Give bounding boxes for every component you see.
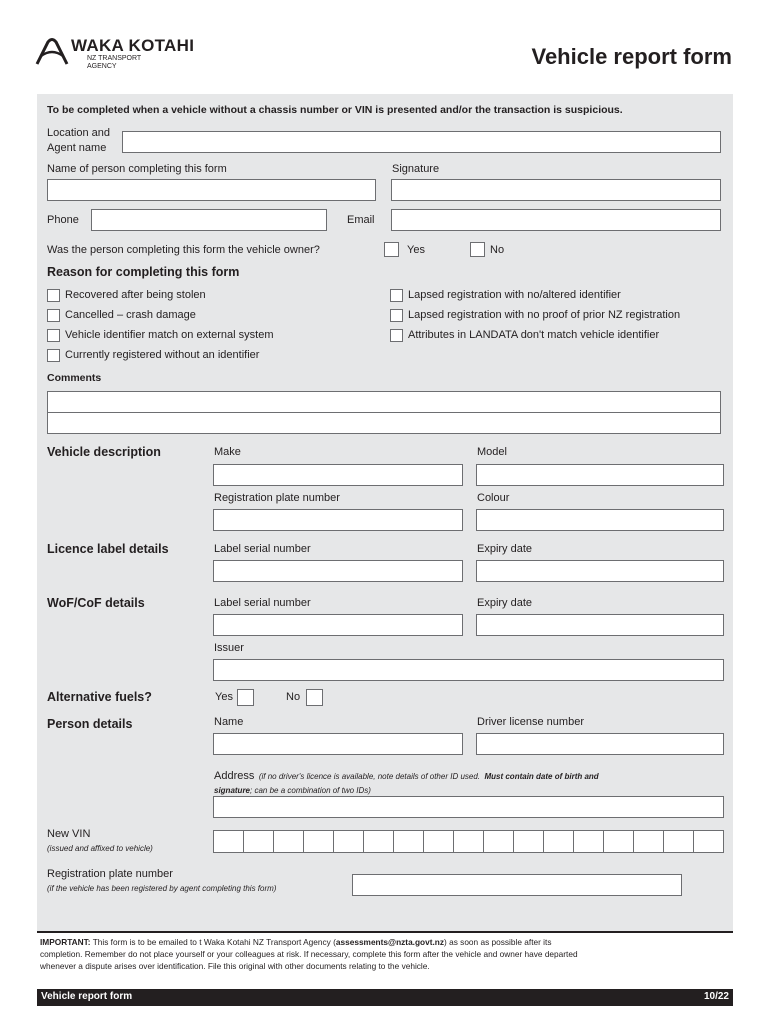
address-note-d: ; can be a combination of two IDs) bbox=[250, 786, 371, 795]
vin-cell[interactable] bbox=[334, 831, 364, 852]
licence-serial-input[interactable] bbox=[213, 560, 463, 582]
vehicle-heading: Vehicle description bbox=[47, 445, 161, 459]
address-label: Address bbox=[214, 770, 255, 782]
fuels-yes-checkbox[interactable] bbox=[237, 689, 254, 706]
vin-cell[interactable] bbox=[694, 831, 723, 852]
reason-stolen-checkbox[interactable] bbox=[47, 289, 60, 302]
reason-lapsed-altered-checkbox[interactable] bbox=[390, 289, 403, 302]
reason-crash-label: Cancelled – crash damage bbox=[65, 309, 196, 321]
page-title: Vehicle report form bbox=[531, 44, 732, 69]
owner-yes-checkbox[interactable] bbox=[384, 242, 399, 257]
licence-expiry-input[interactable] bbox=[476, 560, 724, 582]
address-note-c: signature bbox=[214, 786, 251, 795]
phone-input[interactable] bbox=[91, 209, 327, 231]
vin-cell[interactable] bbox=[424, 831, 454, 852]
licence-expiry-label: Expiry date bbox=[477, 543, 533, 555]
wof-serial-label: Label serial number bbox=[214, 597, 311, 609]
footer-date: 10/22 bbox=[703, 991, 729, 1002]
rego-bottom-label: Registration plate number bbox=[47, 868, 173, 880]
important-notice bbox=[37, 931, 733, 989]
location-label-1: Location and bbox=[47, 127, 110, 139]
vin-cell[interactable] bbox=[544, 831, 574, 852]
vin-cell[interactable] bbox=[514, 831, 544, 852]
important-line-1 bbox=[40, 936, 730, 948]
vin-cell[interactable] bbox=[394, 831, 424, 852]
model-label: Model bbox=[477, 446, 507, 458]
reason-external-checkbox[interactable] bbox=[47, 329, 60, 342]
make-label: Make bbox=[214, 446, 241, 458]
reason-landata-checkbox[interactable] bbox=[390, 329, 403, 342]
vin-cell[interactable] bbox=[214, 831, 244, 852]
wof-expiry-input[interactable] bbox=[476, 614, 724, 636]
colour-label: Colour bbox=[477, 492, 510, 504]
phone-label: Phone bbox=[47, 214, 79, 226]
reason-crash-checkbox[interactable] bbox=[47, 309, 60, 322]
reason-lapsed-proof-checkbox[interactable] bbox=[390, 309, 403, 322]
owner-yes-label: Yes bbox=[407, 244, 425, 256]
important-text-2: ) as soon as possible after its bbox=[444, 937, 552, 947]
vin-cell[interactable] bbox=[304, 831, 334, 852]
licence-serial-label: Label serial number bbox=[214, 543, 311, 555]
email-input[interactable] bbox=[391, 209, 721, 231]
vin-cell[interactable] bbox=[634, 831, 664, 852]
signature-input[interactable] bbox=[391, 179, 721, 201]
new-vin-input[interactable] bbox=[213, 830, 724, 853]
vin-cell[interactable] bbox=[484, 831, 514, 852]
model-input[interactable] bbox=[476, 464, 724, 486]
driver-licence-input[interactable] bbox=[476, 733, 724, 755]
fuels-no-label: No bbox=[286, 691, 301, 703]
reason-lapsed-proof-label: Lapsed registration with no proof of prior NZ registration bbox=[408, 309, 681, 321]
vin-cell[interactable] bbox=[244, 831, 274, 852]
important-line-2: completion. Remember do not place yourself or your colleagues at risk. If necessary, complete this form after the vehicle and owner have departed bbox=[40, 949, 578, 959]
reason-external-label: Vehicle identifier match on external system bbox=[65, 329, 274, 341]
fuels-heading: Alternative fuels? bbox=[47, 690, 152, 704]
vin-cell[interactable] bbox=[364, 831, 394, 852]
address-input[interactable] bbox=[213, 796, 724, 818]
address-note-a: (if no driver's licence is available, note details of other ID used. bbox=[258, 772, 481, 781]
vin-cell[interactable] bbox=[454, 831, 484, 852]
new-vin-note: (issued and affixed to vehicle) bbox=[47, 844, 153, 853]
reason-stolen-label: Recovered after being stolen bbox=[65, 289, 206, 301]
important-email: assessments@nzta.govt.nz bbox=[335, 937, 445, 947]
vin-cell[interactable] bbox=[604, 831, 634, 852]
logo-sub-1: NZ TRANSPORT bbox=[87, 55, 142, 62]
person-name-input[interactable] bbox=[213, 733, 463, 755]
important-text-1: This form is to be emailed to t Waka Kotahi NZ Transport Agency ( bbox=[92, 937, 336, 947]
name-completing-label: Name of person completing this form bbox=[47, 163, 227, 175]
wof-heading: WoF/CoF details bbox=[47, 596, 145, 610]
rego-bottom-note: (if the vehicle has been registered by agent completing this form) bbox=[47, 884, 277, 893]
footer-bar bbox=[37, 989, 733, 1006]
make-input[interactable] bbox=[213, 464, 463, 486]
owner-no-label: No bbox=[490, 244, 505, 256]
owner-question: Was the person completing this form the vehicle owner? bbox=[47, 244, 320, 256]
comments-input[interactable] bbox=[47, 391, 721, 434]
wof-serial-input[interactable] bbox=[213, 614, 463, 636]
comments-heading: Comments bbox=[47, 372, 102, 384]
rego-input[interactable] bbox=[213, 509, 463, 531]
waka-kotahi-logo-icon bbox=[35, 38, 69, 68]
reason-no-identifier-checkbox[interactable] bbox=[47, 349, 60, 362]
rego-bottom-input[interactable] bbox=[352, 874, 682, 896]
fuels-yes-label: Yes bbox=[215, 691, 233, 703]
location-label-2: Agent name bbox=[47, 142, 107, 154]
email-label: Email bbox=[347, 214, 375, 226]
location-input[interactable] bbox=[122, 131, 721, 153]
footer-title: Vehicle report form bbox=[41, 991, 133, 1002]
fuels-no-checkbox[interactable] bbox=[306, 689, 323, 706]
address-note-b: Must contain date of birth and bbox=[484, 772, 599, 781]
comments-divider bbox=[48, 412, 720, 413]
issuer-label: Issuer bbox=[214, 642, 244, 654]
wof-expiry-label: Expiry date bbox=[477, 597, 533, 609]
intro-text: To be completed when a vehicle without a chassis number or VIN is presented and/or the transaction is suspicious. bbox=[47, 104, 623, 116]
driver-licence-label: Driver license number bbox=[477, 716, 584, 728]
reason-lapsed-altered-label: Lapsed registration with no/altered identifier bbox=[408, 289, 621, 301]
colour-input[interactable] bbox=[476, 509, 724, 531]
important-line-3: whenever a dispute arises over identification. File this original with other documents relating to the vehicle. bbox=[40, 961, 430, 971]
new-vin-label: New VIN bbox=[47, 828, 91, 840]
logo bbox=[35, 36, 205, 76]
vin-cell[interactable] bbox=[664, 831, 694, 852]
person-heading: Person details bbox=[47, 717, 133, 731]
owner-no-checkbox[interactable] bbox=[470, 242, 485, 257]
reason-heading: Reason for completing this form bbox=[47, 265, 240, 279]
name-completing-input[interactable] bbox=[47, 179, 376, 201]
rego-label: Registration plate number bbox=[214, 492, 340, 504]
licence-heading: Licence label details bbox=[47, 542, 169, 556]
important-label: IMPORTANT: bbox=[40, 937, 91, 947]
person-name-label: Name bbox=[214, 716, 244, 728]
issuer-input[interactable] bbox=[213, 659, 724, 681]
reason-landata-label: Attributes in LANDATA don't match vehicle identifier bbox=[408, 329, 660, 341]
logo-sub-2: AGENCY bbox=[87, 63, 117, 70]
signature-label: Signature bbox=[392, 163, 440, 175]
reason-no-identifier-label: Currently registered without an identifier bbox=[65, 349, 260, 361]
vin-cell[interactable] bbox=[574, 831, 604, 852]
logo-name: WAKA KOTAHI bbox=[71, 36, 195, 55]
vin-cell[interactable] bbox=[274, 831, 304, 852]
